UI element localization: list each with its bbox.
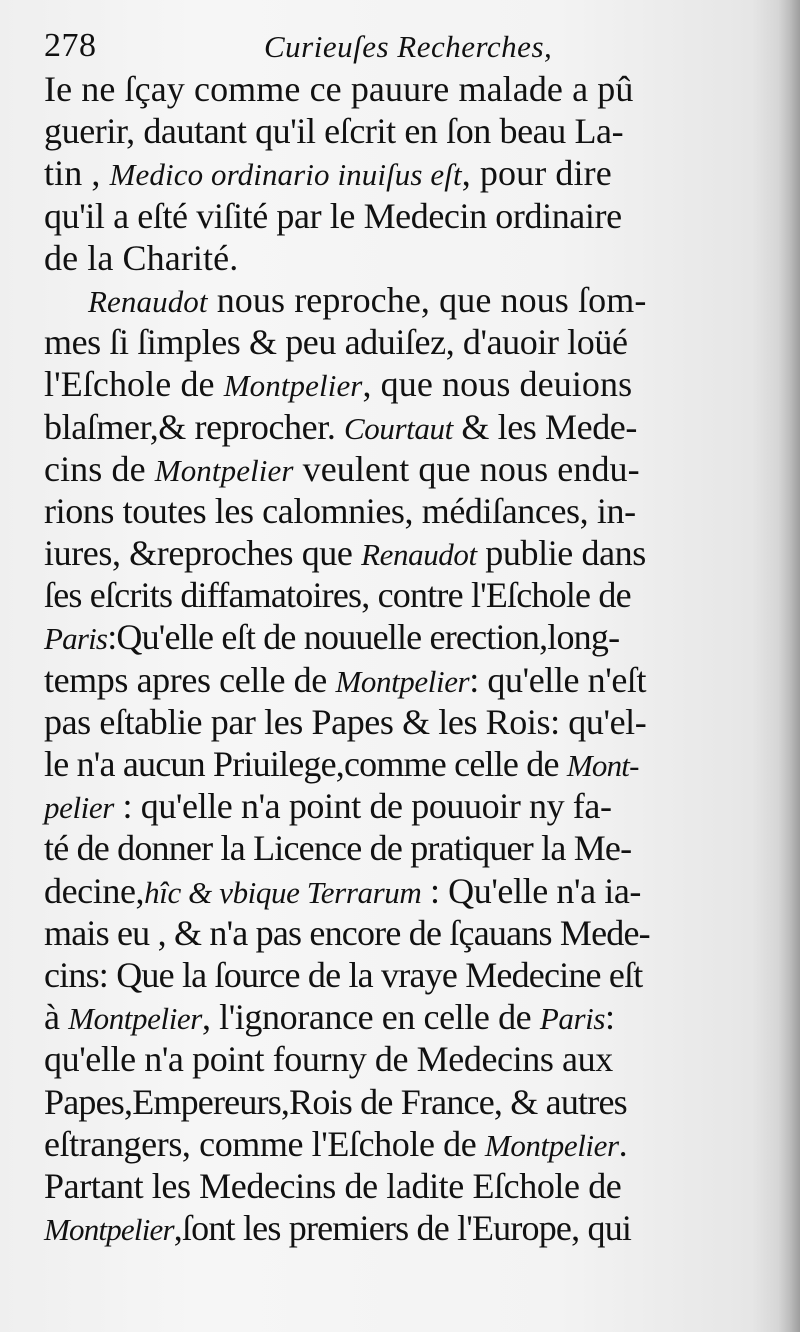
text-line-11 [44,490,769,532]
text-segment: , que nous deuions [362,364,633,405]
text-segment: tin , [44,153,110,194]
text-segment: cins: Que la ſource de la vraye Medecine eſt [44,954,643,995]
text-line-5 [44,237,769,279]
page-edge-shadow [778,0,800,1332]
text-line-25 [44,1081,769,1123]
italic-name: pelier [44,790,114,826]
italic-name: Mont- [566,748,639,783]
text-line-24 [44,1038,769,1080]
text-line-28 [44,1207,769,1249]
text-segment: Ie ne ſçay comme ce pauure malade a pû [44,69,634,109]
text-line-13 [44,574,769,616]
text-segment: publie dans [476,533,646,574]
text-line-3 [44,152,769,194]
text-segment: qu'elle n'a point fourny de Medecins aux [44,1039,613,1080]
italic-name: Courtaut [344,410,453,446]
text-line-19 [44,827,769,869]
text-line-27 [44,1165,769,1207]
text-segment: guerir, dautant qu'il eſcrit en ſon beau La- [44,111,624,152]
text-segment: qu'il a eſté viſité par le Medecin ordinaire [44,195,622,236]
text-segment: & les Mede- [452,406,637,447]
italic-name: Montpelier [68,1001,202,1037]
text-line-22 [44,954,769,996]
page-header [44,18,764,70]
text-segment: : Qu'elle n'a ia- [421,870,642,911]
text-line-15 [44,659,769,701]
text-line-12 [44,532,769,574]
text-line-7 [44,321,769,363]
text-segment: : [605,997,615,1038]
italic-phrase: hîc & vbique Terrarum [144,874,422,910]
text-line-9 [44,406,769,448]
text-line-26 [44,1123,769,1165]
text-segment: té de donner la Licence de pratiquer la Me- [44,828,632,869]
text-segment: : qu'elle n'a point de pouuoir ny fa- [113,786,612,827]
page-number: 278 [44,27,97,64]
text-segment: , pour dire [461,153,612,194]
text-segment: :Qu'elle eſt de nouuelle erection,long- [107,617,620,658]
text-line-10 [44,448,769,490]
text-line-16 [44,701,769,743]
italic-name: Montpelier [44,1212,174,1248]
italic-phrase: Medico ordinario inuiſus eſt [109,157,462,193]
text-segment: decine, [44,870,145,911]
text-segment: Papes,Empereurs,Rois de France, & autres [44,1081,627,1122]
text-line-6 [44,279,769,321]
text-segment: le n'a aucun Priuilege,comme celle de [44,744,567,784]
text-segment: à [44,997,69,1038]
italic-name: Paris [44,621,108,657]
text-segment: l'Eſchole de [44,364,224,405]
italic-name: Montpelier [335,663,470,699]
text-segment: cins de [44,448,155,489]
text-line-23 [44,996,769,1038]
text-segment: mes ſi ſimples & peu aduiſez, d'auoir loüé [44,322,628,363]
text-line-21 [44,912,769,954]
text-line-17 [44,743,769,785]
text-segment: pas eſtablie par les Papes & les Rois: qu'el- [44,701,647,742]
text-segment: eſtrangers, comme l'Eſchole de [44,1123,485,1164]
text-segment: iures, &reproches que [44,533,362,574]
text-segment: ſes eſcrits diffamatoires, contre l'Eſchole de [44,575,631,616]
text-line-1 [44,68,769,110]
running-title: Curieuſes Recherches, [264,29,553,64]
text-segment: temps apres celle de [44,659,336,700]
text-segment: rions toutes les calomnies, médiſances, in- [44,490,636,531]
italic-name: Montpelier [223,368,363,404]
text-line-20 [44,870,769,912]
text-segment: de la Charité. [44,237,239,278]
italic-name: Renaudot [361,537,477,573]
main-text [44,68,769,1249]
italic-name: Renaudot [88,283,208,319]
text-line-2 [44,110,769,152]
text-segment: nous reproche, que nous ſom- [207,279,647,320]
text-segment: Partant les Medecins de ladite Eſchole de [44,1165,622,1206]
text-segment: mais eu , & n'a pas encore de ſçauans Mede- [44,912,650,953]
paper-stain-mark [770,1304,780,1314]
text-line-18 [44,785,769,827]
text-segment: , l'ignorance en celle de [201,997,540,1038]
text-line-8 [44,363,769,405]
text-segment: . [618,1123,628,1164]
italic-name: Montpelier [154,452,294,488]
text-segment: : qu'elle n'eſt [469,659,647,700]
italic-name: Montpelier [484,1127,619,1163]
text-segment: ,ſont les premiers de l'Europe, qui [173,1208,632,1249]
text-segment: blaſmer,& reprocher. [44,406,345,447]
text-line-4 [44,195,769,237]
text-segment: veulent que nous endu- [293,448,640,489]
text-line-14 [44,616,769,658]
italic-name: Paris [539,1001,606,1037]
